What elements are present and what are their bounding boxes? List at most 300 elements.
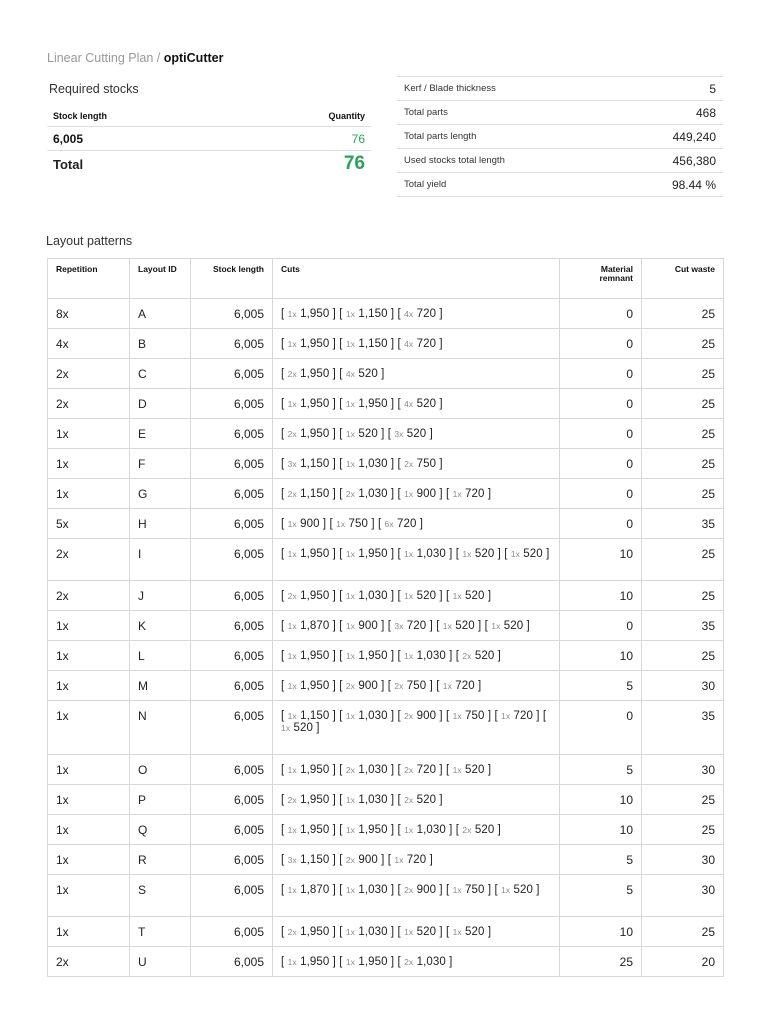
cut-item: [ 2x 1,950 ] [281,926,336,938]
cuts-cell [273,755,560,785]
cut-waste-cell: 30 [642,845,724,875]
material-remnant-cell: 0 [560,509,642,539]
cut-length: 900 [358,680,378,692]
cut-waste-cell: 25 [642,329,724,359]
cut-item: [ 1x 1,030 ] [339,458,395,470]
cut-multiplier: 1x [345,549,356,559]
cut-item: [ 1x 520 ] [436,620,482,632]
table-row [48,671,724,701]
cut-length: 1,030 [358,794,388,806]
cuts-cell [273,845,560,875]
stock-length-cell: 6,005 [191,329,273,359]
layout-id-cell: N [130,701,191,755]
cut-multiplier: 1x [287,825,297,835]
cut-waste-cell: 25 [642,389,724,419]
cut-length: 1,950 [300,794,330,806]
cut-multiplier: 1x [394,855,404,865]
cut-item: [ 1x 1,150 ] [281,710,336,722]
stock-length-cell: 6,005 [191,539,273,581]
summary-row [397,149,723,173]
cut-multiplier: 4x [404,339,414,349]
stock-length-cell: 6,005 [191,581,273,611]
cut-multiplier: 1x [287,621,297,631]
cut-length: 750 [465,884,485,896]
cut-length: 1,950 [300,308,330,320]
cut-item: [ 4x 720 ] [397,308,443,320]
cut-length: 900 [358,620,378,632]
cut-item: [ 1x 520 ] [455,548,501,560]
cut-multiplier: 1x [287,681,297,691]
cut-multiplier: 1x [462,549,472,559]
cut-item: [ 2x 1,030 ] [339,764,395,776]
summary-key: Total parts [397,101,614,125]
cut-waste-cell: 25 [642,299,724,329]
cut-multiplier: 1x [345,399,356,409]
material-remnant-cell: 0 [560,299,642,329]
cuts-cell [273,875,560,917]
col-cut-waste: Cut waste [642,259,724,299]
table-row [48,581,724,611]
layout-id-cell: F [130,449,191,479]
table-row [48,539,724,581]
cut-item: [ 1x 1,950 ] [281,548,336,560]
summary-row [397,77,723,101]
layout-id-cell: L [130,641,191,671]
summary-key: Total parts length [397,125,614,149]
stock-length-cell: 6,005 [191,875,273,917]
cut-length: 750 [465,710,485,722]
cut-multiplier: 1x [491,621,501,631]
cut-item: [ 2x 1,950 ] [281,794,336,806]
summary-row [397,101,723,125]
cut-multiplier: 4x [345,369,356,379]
cut-multiplier: 1x [336,519,346,529]
cut-item: [ 1x 1,030 ] [339,590,395,602]
cut-item: [ 1x 1,950 ] [281,824,336,836]
material-remnant-cell: 0 [560,329,642,359]
required-stocks-table [47,106,371,177]
repetition-cell: 4x [48,329,130,359]
cuts-cell [273,539,560,581]
repetition-cell: 1x [48,785,130,815]
stock-length-cell: 6,005 [191,947,273,977]
layout-id-cell: R [130,845,191,875]
cut-length: 520 [465,926,485,938]
stock-length-value: 6,005 [47,127,234,151]
cut-item: [ 1x 1,950 ] [281,338,336,350]
cut-multiplier: 1x [452,765,462,775]
cuts-cell [273,389,560,419]
cut-item: [ 1x 520 ] [445,590,492,602]
repetition-cell: 1x [48,479,130,509]
cut-length: 1,030 [416,548,446,560]
cut-length: 520 [416,590,437,602]
cut-multiplier: 2x [287,591,297,601]
cuts-cell [273,917,560,947]
cut-multiplier: 2x [287,927,297,937]
repetition-cell: 1x [48,641,130,671]
cut-waste-cell: 25 [642,581,724,611]
stock-length-cell: 6,005 [191,671,273,701]
stock-length-cell: 6,005 [191,755,273,785]
material-remnant-cell: 5 [560,845,642,875]
cut-multiplier: 1x [287,549,297,559]
summary-row [397,125,723,149]
cut-item: [ 1x 720 ] [494,710,540,722]
cut-waste-cell: 25 [642,449,724,479]
material-remnant-cell: 10 [560,917,642,947]
cut-multiplier: 2x [404,885,414,895]
cut-length: 720 [416,338,437,350]
material-remnant-cell: 0 [560,701,642,755]
stock-length-cell: 6,005 [191,389,273,419]
cut-length: 520 [416,926,437,938]
cut-length: 1,030 [358,488,388,500]
cut-item: [ 1x 1,030 ] [339,884,395,896]
cuts-cell [273,947,560,977]
cut-length: 750 [348,518,369,530]
table-row [48,845,724,875]
cut-item: [ 1x 720 ] [445,488,492,500]
layout-id-cell: E [130,419,191,449]
cut-length: 1,950 [300,680,330,692]
cuts-cell [273,509,560,539]
cut-multiplier: 2x [394,681,404,691]
col-material-remnant-line2: remnant [599,273,633,283]
col-material-remnant [560,259,642,299]
cut-length: 1,150 [300,488,330,500]
summary-key: Kerf / Blade thickness [397,77,614,101]
cut-length: 900 [416,884,437,896]
cut-length: 750 [416,458,437,470]
cut-item: [ 1x 1,030 ] [397,650,453,662]
material-remnant-cell: 0 [560,479,642,509]
cut-item: [ 2x 1,030 ] [397,956,453,968]
repetition-cell: 1x [48,419,130,449]
cut-length: 1,950 [300,824,330,836]
cut-item: [ 3x 520 ] [387,428,433,440]
repetition-cell: 8x [48,299,130,329]
cut-length: 1,950 [300,650,330,662]
cut-item: [ 1x 520 ] [281,710,547,734]
cuts-cell [273,581,560,611]
cut-item: [ 1x 1,950 ] [281,398,336,410]
repetition-cell: 2x [48,947,130,977]
cut-multiplier: 2x [287,795,297,805]
cuts-cell [273,671,560,701]
layout-id-cell: J [130,581,191,611]
cut-multiplier: 1x [287,885,297,895]
cut-waste-cell: 30 [642,875,724,917]
cut-item: [ 1x 1,950 ] [281,650,336,662]
cuts-cell [273,359,560,389]
col-layout-id: Layout ID [130,259,191,299]
cut-multiplier: 1x [345,885,356,895]
cut-length: 520 [358,368,378,380]
cuts-cell [273,701,560,755]
cut-waste-cell: 25 [642,641,724,671]
cut-item: [ 2x 900 ] [397,710,443,722]
cut-length: 1,030 [358,884,388,896]
cut-length: 900 [416,710,437,722]
cut-item: [ 1x 1,950 ] [339,650,395,662]
cut-multiplier: 1x [452,591,462,601]
table-row [48,641,724,671]
material-remnant-cell: 5 [560,875,642,917]
col-stock-length: Stock length [47,106,234,127]
cut-multiplier: 2x [345,489,356,499]
cut-multiplier: 1x [345,309,356,319]
cut-multiplier: 4x [404,309,414,319]
layout-id-cell: T [130,917,191,947]
cut-multiplier: 1x [510,549,520,559]
cut-length: 1,950 [358,824,388,836]
cut-multiplier: 1x [287,765,297,775]
table-row [48,611,724,641]
cut-item: [ 1x 1,950 ] [281,308,336,320]
cut-waste-cell: 25 [642,539,724,581]
cut-multiplier: 2x [462,825,472,835]
cut-item: [ 1x 720 ] [436,680,482,692]
cut-multiplier: 2x [404,765,414,775]
cut-multiplier: 2x [404,459,414,469]
cut-item: [ 1x 720 ] [387,854,433,866]
cut-item: [ 3x 720 ] [387,620,433,632]
material-remnant-cell: 0 [560,359,642,389]
cut-length: 1,150 [300,710,330,722]
summary-value: 98.44 % [614,173,723,197]
table-row [48,815,724,845]
cut-item: [ 3x 1,150 ] [281,854,336,866]
layout-id-cell: M [130,671,191,701]
cut-item: [ 2x 900 ] [339,854,385,866]
cut-length: 900 [416,488,437,500]
cut-multiplier: 1x [501,711,511,721]
breadcrumb-plan: Linear Cutting Plan / [47,51,161,65]
total-label: Total [53,156,84,172]
cut-item: [ 2x 1,150 ] [281,488,336,500]
cut-multiplier: 1x [345,651,356,661]
stock-length-cell: 6,005 [191,701,273,755]
cut-multiplier: 1x [404,489,414,499]
cut-multiplier: 1x [404,651,414,661]
cut-item: [ 2x 750 ] [397,458,443,470]
repetition-cell: 1x [48,917,130,947]
cut-length: 520 [503,620,524,632]
table-row [48,785,724,815]
cut-item: [ 2x 1,030 ] [339,488,395,500]
cut-multiplier: 1x [404,591,414,601]
layout-id-cell: I [130,539,191,581]
cut-multiplier: 1x [404,549,414,559]
cut-waste-cell: 25 [642,785,724,815]
layout-id-cell: U [130,947,191,977]
cut-waste-cell: 20 [642,947,724,977]
cut-length: 1,950 [300,428,330,440]
col-repetition: Repetition [48,259,130,299]
cuts-cell [273,329,560,359]
stock-length-cell: 6,005 [191,845,273,875]
cuts-cell [273,419,560,449]
cut-multiplier: 2x [404,795,414,805]
material-remnant-cell: 0 [560,389,642,419]
layout-id-cell: H [130,509,191,539]
cut-waste-cell: 25 [642,917,724,947]
cut-length: 1,950 [358,548,388,560]
cut-length: 520 [465,764,485,776]
cut-length: 1,030 [358,764,388,776]
material-remnant-cell: 25 [560,947,642,977]
stock-length-cell: 6,005 [191,419,273,449]
table-row [48,917,724,947]
cut-length: 1,950 [358,398,388,410]
cut-item: [ 6x 720 ] [377,518,424,530]
cut-item: [ 1x 520 ] [484,620,530,632]
table-row [48,359,724,389]
cut-length: 1,030 [358,590,388,602]
cut-waste-cell: 35 [642,611,724,641]
cut-multiplier: 2x [404,957,414,967]
breadcrumb [47,51,223,65]
layout-id-cell: P [130,785,191,815]
cut-item: [ 1x 520 ] [339,428,385,440]
layout-id-cell: G [130,479,191,509]
stock-length-cell: 6,005 [191,509,273,539]
cut-item: [ 1x 900 ] [339,620,385,632]
cuts-cell [273,299,560,329]
repetition-cell: 1x [48,815,130,845]
table-row [48,419,724,449]
col-quantity: Quantity [234,106,371,127]
cut-item: [ 1x 520 ] [397,590,443,602]
cut-length: 520 [455,620,475,632]
cut-waste-cell: 25 [642,359,724,389]
cut-item: [ 1x 520 ] [445,926,492,938]
stock-length-cell: 6,005 [191,479,273,509]
cut-waste-cell: 35 [642,509,724,539]
cut-item: [ 1x 1,950 ] [281,680,336,692]
repetition-cell: 2x [48,539,130,581]
table-row [48,389,724,419]
cut-length: 1,150 [300,458,330,470]
cut-length: 900 [358,854,378,866]
cut-multiplier: 1x [452,885,462,895]
cut-multiplier: 3x [287,855,297,865]
cut-multiplier: 3x [287,459,297,469]
layout-id-cell: B [130,329,191,359]
cut-multiplier: 1x [442,621,452,631]
cut-multiplier: 3x [394,621,404,631]
cut-multiplier: 1x [287,957,297,967]
table-row [48,449,724,479]
stock-length-cell: 6,005 [191,785,273,815]
cut-multiplier: 1x [287,711,297,721]
cut-item: [ 1x 1,870 ] [281,884,336,896]
table-row [48,947,724,977]
cut-item: [ 1x 1,950 ] [339,824,395,836]
cut-multiplier: 1x [281,723,291,733]
repetition-cell: 1x [48,845,130,875]
cut-item: [ 2x 520 ] [455,824,501,836]
cut-length: 1,030 [358,926,388,938]
cut-waste-cell: 35 [642,701,724,755]
material-remnant-cell: 10 [560,539,642,581]
cuts-cell [273,785,560,815]
repetition-cell: 1x [48,755,130,785]
cut-item: [ 3x 1,150 ] [281,458,336,470]
breadcrumb-product: optiCutter [163,51,224,65]
cut-multiplier: 2x [345,855,356,865]
cut-length: 1,150 [300,854,330,866]
cut-multiplier: 1x [345,339,356,349]
col-cuts: Cuts [273,259,560,299]
cut-item: [ 1x 1,030 ] [397,824,453,836]
cut-length: 1,030 [416,956,446,968]
material-remnant-cell: 5 [560,755,642,785]
cut-item: [ 2x 520 ] [455,650,501,662]
cut-length: 750 [406,680,427,692]
cut-multiplier: 2x [287,429,297,439]
cut-item: [ 1x 1,950 ] [281,956,336,968]
stock-length-cell: 6,005 [191,641,273,671]
cut-item: [ 4x 520 ] [397,398,443,410]
cuts-cell [273,815,560,845]
cut-waste-cell: 30 [642,755,724,785]
cut-length: 520 [474,650,495,662]
cut-multiplier: 1x [345,795,356,805]
cut-length: 1,950 [300,398,330,410]
material-remnant-cell: 10 [560,641,642,671]
cut-item: [ 1x 1,950 ] [339,956,395,968]
cut-multiplier: 1x [452,489,462,499]
cuts-cell [273,641,560,671]
cut-item: [ 2x 1,950 ] [281,428,336,440]
cut-length: 1,870 [300,884,330,896]
cut-multiplier: 1x [345,459,356,469]
table-row [48,479,724,509]
cut-length: 720 [416,308,437,320]
cut-item: [ 4x 720 ] [397,338,443,350]
cut-multiplier: 1x [345,429,356,439]
cut-length: 720 [397,518,417,530]
cut-length: 520 [406,428,427,440]
summary-value: 449,240 [614,125,723,149]
cut-item: [ 1x 1,950 ] [339,398,395,410]
stock-length-cell: 6,005 [191,917,273,947]
cuts-cell [273,611,560,641]
cut-multiplier: 1x [345,711,356,721]
cut-length: 1,950 [300,590,330,602]
total-value: 76 [343,153,365,174]
cut-multiplier: 2x [404,711,414,721]
cut-multiplier: 1x [452,711,462,721]
repetition-cell: 1x [48,611,130,641]
cut-item: [ 1x 1,030 ] [339,794,395,806]
layout-id-cell: K [130,611,191,641]
col-stock-length: Stock length [191,259,273,299]
cut-item: [ 1x 750 ] [445,710,492,722]
material-remnant-cell: 10 [560,785,642,815]
cut-length: 720 [465,488,485,500]
required-stocks-title: Required stocks [49,82,139,96]
repetition-cell: 1x [48,449,130,479]
cut-length: 520 [474,824,495,836]
cut-length: 1,950 [300,926,330,938]
summary-table [397,76,723,197]
cut-length: 1,950 [358,956,388,968]
cut-item: [ 1x 1,030 ] [339,710,395,722]
repetition-cell: 5x [48,509,130,539]
